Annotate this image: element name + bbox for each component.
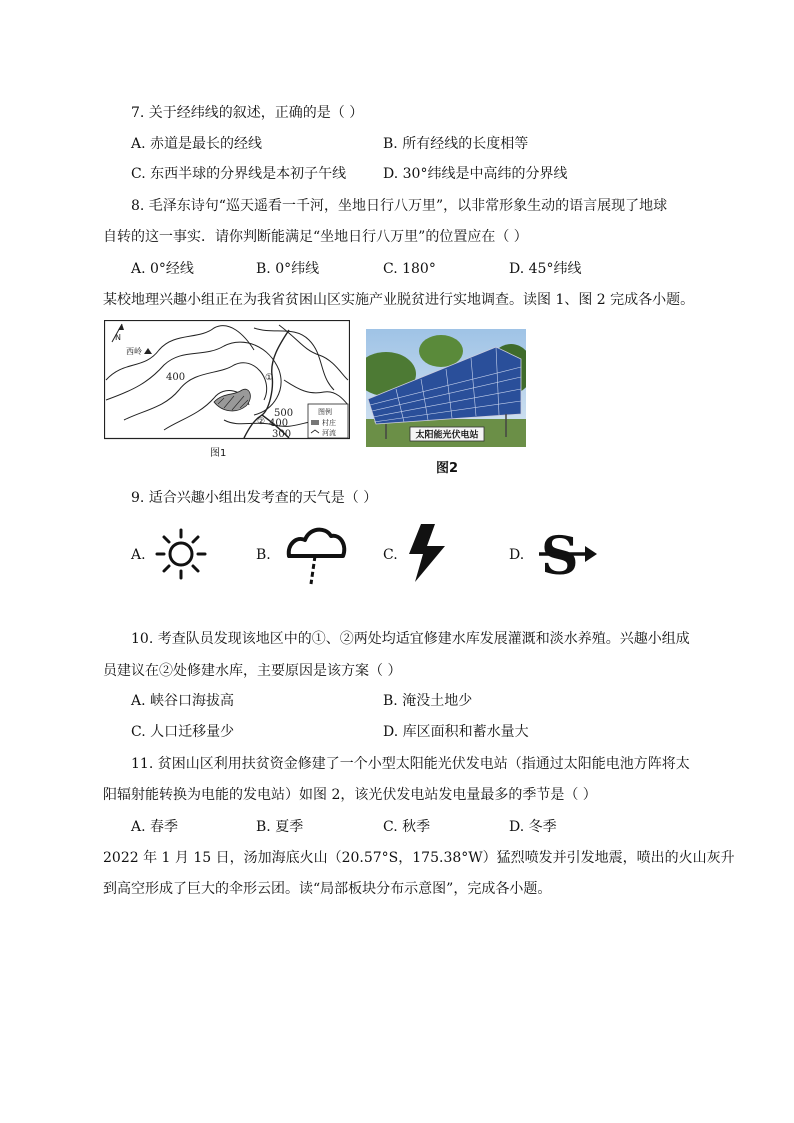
svg-text:N: N <box>115 333 121 342</box>
solar-photo-svg <box>366 329 526 447</box>
intro-paragraph-2-line2: 到高空形成了巨大的伞形云团。读“局部板块分布示意图”，完成各小题。 <box>103 881 552 897</box>
figure-2-solar-photo <box>366 329 526 474</box>
intro-paragraph-2-line1: 2022 年 1 月 15 日，汤加海底火山（20.57°S，175.38°W）猛烈喷发并引发地震，喷出的火山灰升 <box>103 850 735 866</box>
q7-option-a: A. 赤道是最长的经线 <box>131 136 263 152</box>
q7-option-d: D. 30°纬线是中高纬的分界线 <box>383 166 568 182</box>
q9-stem: 9. 适合兴趣小组出发考查的天气是（ ） <box>131 490 378 506</box>
legend-village-label: 村庄 <box>322 419 336 427</box>
map-legend <box>308 404 348 438</box>
q11-option-a: A. 春季 <box>131 819 179 835</box>
solar-sign-text: 太阳能光伏电站 <box>415 430 479 441</box>
contour-label-300: 300 <box>272 429 292 440</box>
lightning-icon <box>405 522 451 588</box>
q8-stem-line2: 自转的这一事实．请你判断能满足“坐地日行八万里”的位置应在（ ） <box>103 229 528 245</box>
q9-label-b: B. <box>256 547 271 563</box>
marker-1: ① <box>265 373 274 383</box>
q9-label-c: C. <box>383 547 398 563</box>
q10-option-d: D. 库区面积和蓄水量大 <box>383 724 529 740</box>
q10-stem-line1: 10. 考查队员发现该地区中的①、②两处均适宜修建水库发展灌溉和淡水养殖。兴趣小组成 <box>131 631 690 647</box>
intro-paragraph-1: 某校地理兴趣小组正在为我省贫困山区实施产业脱贫进行实地调查。读图 1、图 2 完成各小题。 <box>103 292 695 308</box>
q10-option-b: B. 淹没土地少 <box>383 693 473 709</box>
map-village-label: 西岭 <box>126 347 142 356</box>
legend-village-icon <box>311 420 319 425</box>
contour-label-400-b: 400 <box>269 418 289 429</box>
thunder-rain-icon <box>283 522 349 590</box>
q11-option-c: C. 秋季 <box>383 819 431 835</box>
contour-map-svg <box>104 320 350 460</box>
q11-stem-line1: 11. 贫困山区利用扶贫资金修建了一个小型太阳能光伏发电站（指通过太阳能电池方阵将太 <box>131 756 690 772</box>
figure-1-contour-map <box>104 320 350 460</box>
q8-option-a: A. 0°经线 <box>131 261 194 277</box>
contour-label-400-a: 400 <box>166 372 186 383</box>
q8-option-c: C. 180° <box>383 261 436 277</box>
figure-2-caption: 图2 <box>436 461 459 476</box>
sandstorm-icon <box>537 524 599 588</box>
q10-option-c: C. 人口迁移量少 <box>131 724 235 740</box>
q10-option-a: A. 峡谷口海拔高 <box>131 693 235 709</box>
q7-option-c: C. 东西半球的分界线是本初子午线 <box>131 166 347 182</box>
q11-option-d: D. 冬季 <box>509 819 557 835</box>
marker-2: ② <box>257 417 266 427</box>
figure-1-caption: 图1 <box>210 448 227 459</box>
q7-option-b: B. 所有经线的长度相等 <box>383 136 529 152</box>
contour-label-500: 500 <box>274 408 294 419</box>
q8-option-d: D. 45°纬线 <box>509 261 582 277</box>
q8-stem-line1: 8. 毛泽东诗句“巡天遥看一千河，坐地日行八万里”，以非常形象生动的语言展现了地球 <box>131 198 668 214</box>
legend-title: 图例 <box>318 408 332 416</box>
svg-text:S: S <box>541 526 579 584</box>
q10-stem-line2: 员建议在②处修建水库，主要原因是该方案（ ） <box>103 663 402 679</box>
q7-stem: 7. 关于经纬线的叙述，正确的是（ ） <box>131 105 364 121</box>
legend-river-label: 河流 <box>322 429 336 437</box>
q9-label-a: A. <box>131 547 146 563</box>
q8-option-b: B. 0°纬线 <box>256 261 320 277</box>
q9-label-d: D. <box>509 547 525 563</box>
sun-icon <box>153 526 209 586</box>
q11-stem-line2: 阳辐射能转换为电能的发电站）如图 2，该光伏发电站发电量最多的季节是（ ） <box>103 787 597 803</box>
q11-option-b: B. 夏季 <box>256 819 304 835</box>
